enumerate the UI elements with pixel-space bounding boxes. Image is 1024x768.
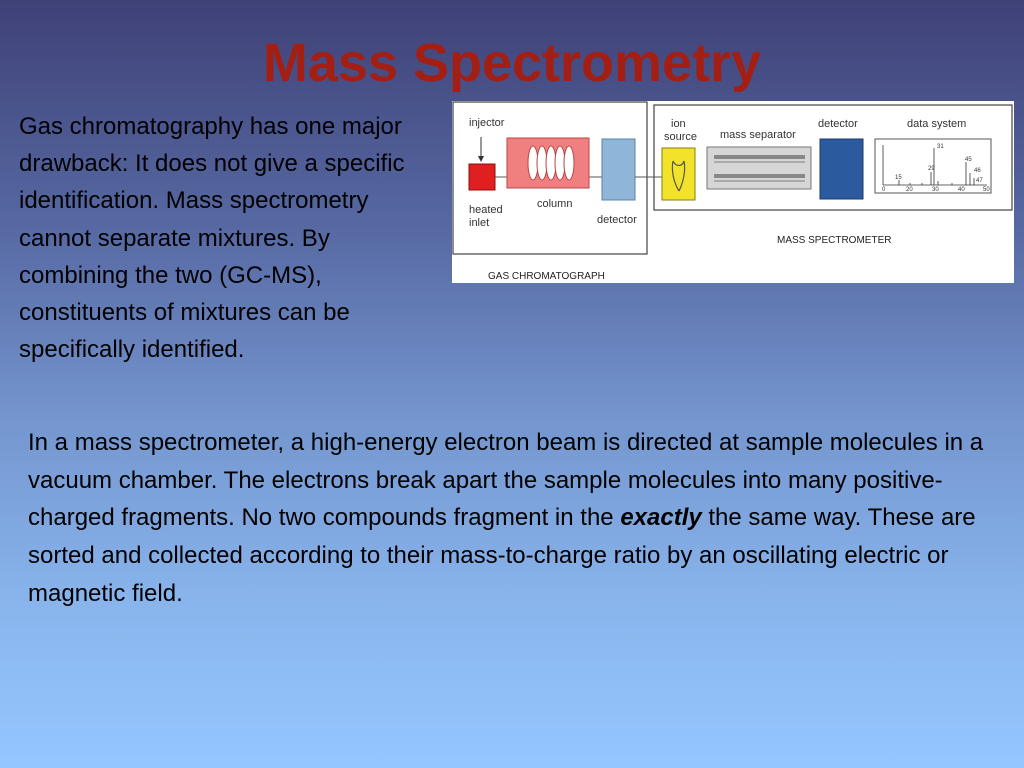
peak-label: 15 [895,175,902,181]
ms-detector [820,139,863,199]
ion-source-label-2: source [664,131,698,143]
body-text-end: the same way. These are sorted and collected according to their mass-to-charge ratio by an oscillating electric or magnetic field. [28,504,976,607]
body-paragraph [28,424,1008,613]
column-label: column [537,198,573,210]
ms-caption: MASS SPECTROMETER [777,235,892,246]
data-system-label: data system [907,118,967,130]
intro-paragraph: Gas chromatography has one major drawback: It does not give a specific identification. Mass spectrometry cannot separate mixtures. By combining the two (GC-MS), constituents of mixtures can be specifically identified. [19,113,405,364]
injector-label: injector [469,117,505,129]
separator-rod-3 [714,174,805,178]
axis-tick: 50 [983,187,990,193]
separator-rod-2 [714,161,805,163]
mass-separator-label: mass separator [720,129,796,141]
mass-separator [707,147,811,189]
peak-label: 46 [974,168,981,174]
gc-detector-label: detector [597,214,637,226]
ion-source-label-1: ion [671,118,686,130]
gc-ms-diagram [452,101,1014,283]
ms-detector-label: detector [818,118,858,130]
injector-arrowhead [478,156,484,162]
axis-tick: 0 [882,187,886,193]
separator-rod-1 [714,155,805,159]
body-text-start: In a mass spectrometer, a high-energy electron beam is directed at sample molecules in a vacuum chamber. The electrons break apart the sample molecules into many positive-charged fragments. No two compounds fragment in the [28,429,984,532]
gc-detector [602,139,635,200]
slide-title: Mass Spectrometry [262,33,762,93]
axis-tick: 30 [932,187,939,193]
separator-rod-4 [714,180,805,182]
heated-inlet-label-2: inlet [469,217,490,229]
peak-label: 29 [928,166,935,172]
ion-source [662,148,695,200]
peak-label: 47 [976,178,983,184]
peak-label: 45 [965,157,972,163]
heated-inlet [469,164,495,190]
peak-label: 31 [937,144,944,150]
axis-tick: 20 [906,187,913,193]
axis-tick: 40 [958,187,965,193]
gc-caption: GAS CHROMATOGRAPH [488,271,605,282]
heated-inlet-label-1: heated [469,204,503,216]
emphasis-exactly: exactly [620,504,702,532]
column-coils [528,146,574,180]
